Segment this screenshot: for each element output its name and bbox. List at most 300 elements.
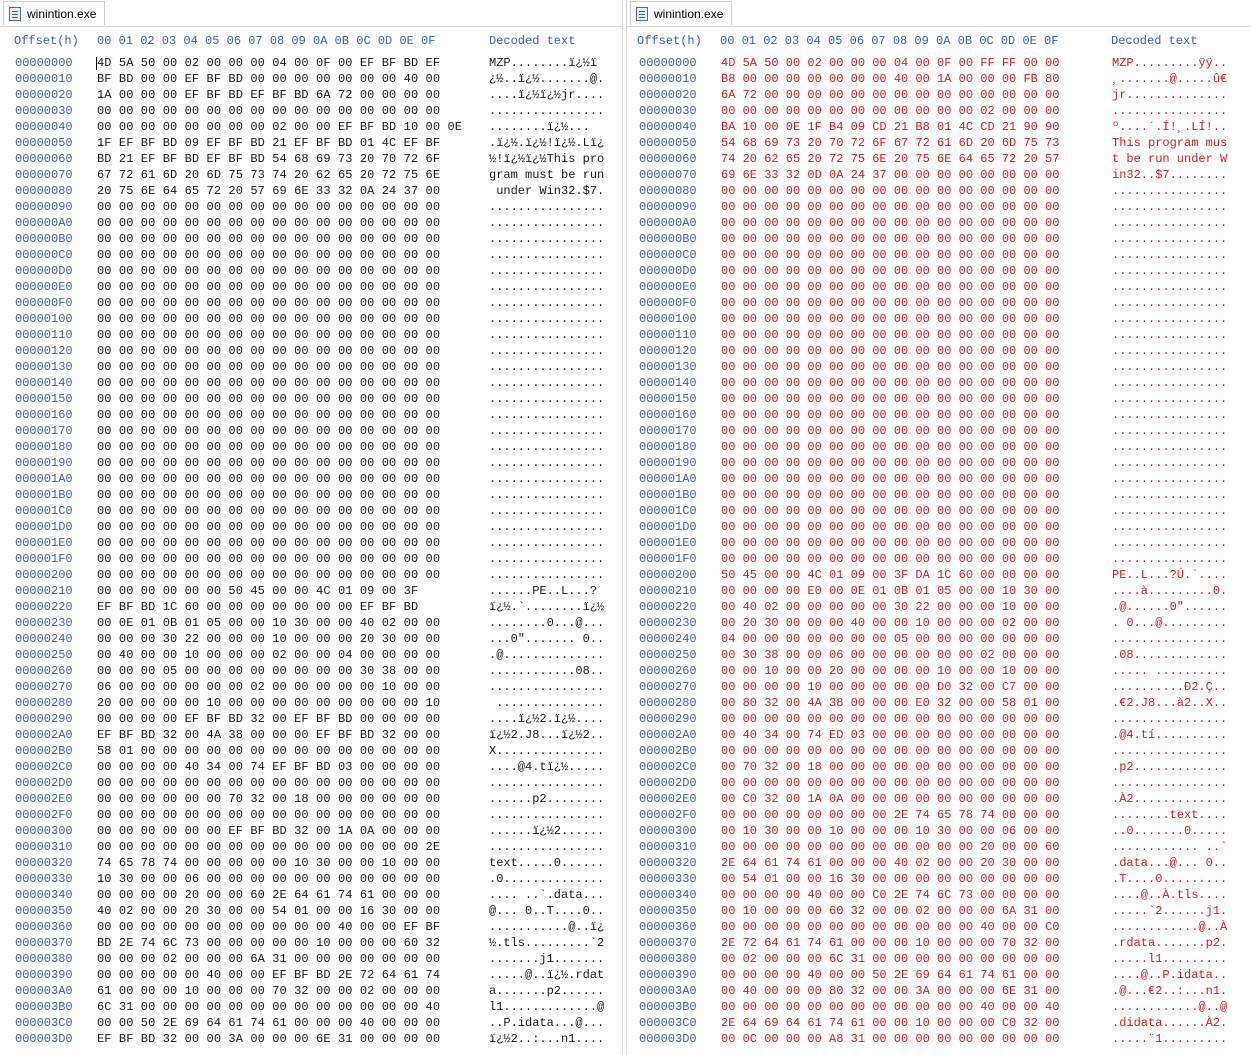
hex-bytes-cell[interactable]: 00 00 00 00 00 00 00 00 00 00 00 00 00 00 00 00 xyxy=(97,776,441,790)
hex-bytes-cell[interactable]: 00 00 00 00 00 40 00 00 EF BF BD 2E 72 64 61 74 xyxy=(97,968,441,982)
hex-row[interactable] xyxy=(627,295,1251,311)
hex-bytes-cell[interactable]: 00 00 00 00 00 00 EF BF BD 32 00 1A 0A 00 00 00 xyxy=(97,824,441,838)
hex-row[interactable] xyxy=(627,855,1251,871)
hex-bytes-cell[interactable]: 00 00 00 00 00 00 00 00 00 00 00 00 00 00 00 00 xyxy=(721,200,1060,214)
offset-cell[interactable]: 00000370 xyxy=(15,936,73,950)
offset-cell[interactable]: 00000360 xyxy=(15,920,73,934)
hex-row[interactable] xyxy=(627,263,1251,279)
offset-cell[interactable]: 00000030 xyxy=(15,104,73,118)
hex-bytes-cell[interactable]: 6A 72 00 00 00 00 00 00 00 00 00 00 00 00 00 00 xyxy=(721,88,1060,102)
decoded-text-cell[interactable]: .08............. xyxy=(1112,648,1228,662)
decoded-text-cell[interactable]: ................ xyxy=(489,424,605,438)
hex-bytes-cell[interactable]: 00 00 00 00 00 00 00 00 00 00 00 00 00 00 00 00 xyxy=(721,776,1060,790)
hex-row[interactable] xyxy=(627,103,1251,119)
decoded-text-cell[interactable]: .@......0"...... xyxy=(1112,600,1228,614)
decoded-text-cell[interactable]: ........0...@... xyxy=(489,616,605,630)
decoded-text-cell[interactable]: ................ xyxy=(1112,232,1228,246)
offset-cell[interactable]: 00000300 xyxy=(639,824,697,838)
offset-cell[interactable]: 00000230 xyxy=(639,616,697,630)
decoded-text-cell[interactable]: ................ xyxy=(1112,104,1228,118)
hex-row[interactable] xyxy=(627,887,1251,903)
hex-row[interactable] xyxy=(0,1031,622,1047)
hex-row[interactable] xyxy=(627,839,1251,855)
hex-row[interactable] xyxy=(627,919,1251,935)
decoded-text-cell[interactable]: ................ xyxy=(489,536,605,550)
offset-cell[interactable]: 00000000 xyxy=(639,56,697,70)
offset-cell[interactable]: 000001B0 xyxy=(15,488,73,502)
hex-row[interactable] xyxy=(627,55,1251,71)
hex-row[interactable] xyxy=(0,583,622,599)
hex-row[interactable] xyxy=(627,279,1251,295)
offset-cell[interactable]: 000003B0 xyxy=(15,1000,73,1014)
hex-bytes-cell[interactable]: 61 00 00 00 10 00 00 00 70 32 00 00 02 00 00 00 xyxy=(97,984,441,998)
hex-bytes-cell[interactable]: 00 40 02 00 00 00 00 00 30 22 00 00 00 10 00 00 xyxy=(721,600,1060,614)
offset-cell[interactable]: 00000180 xyxy=(15,440,73,454)
decoded-text-cell[interactable]: ................ xyxy=(1112,344,1228,358)
hex-bytes-cell[interactable]: 00 00 00 00 00 00 00 00 00 00 00 00 00 00 00 00 xyxy=(97,456,441,470)
decoded-text-cell[interactable]: This program mus xyxy=(1112,136,1228,150)
hex-row[interactable] xyxy=(627,391,1251,407)
hex-row[interactable] xyxy=(0,103,622,119)
hex-row[interactable] xyxy=(0,567,622,583)
hex-bytes-cell[interactable]: 00 00 00 00 00 00 00 00 00 00 00 00 00 00 00 00 xyxy=(721,312,1060,326)
hex-row[interactable] xyxy=(0,215,622,231)
offset-cell[interactable]: 000000B0 xyxy=(15,232,73,246)
offset-cell[interactable]: 00000340 xyxy=(15,888,73,902)
offset-cell[interactable]: 000001B0 xyxy=(639,488,697,502)
hex-row[interactable] xyxy=(0,199,622,215)
hex-bytes-cell[interactable]: 00 00 00 00 00 00 00 00 00 00 00 00 00 00 00 00 xyxy=(97,296,441,310)
hex-row[interactable] xyxy=(0,167,622,183)
offset-cell[interactable]: 00000210 xyxy=(639,584,697,598)
decoded-text-cell[interactable]: ................ xyxy=(489,568,605,582)
decoded-text-cell[interactable]: .0.............. xyxy=(489,872,605,886)
hex-bytes-cell[interactable]: 00 40 00 00 10 00 00 00 02 00 00 04 00 00 00 00 xyxy=(97,648,441,662)
hex-bytes-cell[interactable]: 00 00 00 00 00 00 00 00 00 00 00 00 00 00 00 00 xyxy=(721,552,1060,566)
hex-row[interactable] xyxy=(0,247,622,263)
hex-bytes-cell[interactable]: 00 02 00 00 00 6C 31 00 00 00 00 00 00 00 00 00 xyxy=(721,952,1060,966)
hex-row[interactable] xyxy=(627,487,1251,503)
hex-bytes-cell[interactable]: 00 10 30 00 00 10 00 00 00 10 30 00 00 06 00 00 xyxy=(721,824,1060,838)
offset-cell[interactable]: 000002B0 xyxy=(15,744,73,758)
hex-bytes-cell[interactable]: 00 00 00 00 00 00 00 00 00 00 00 00 00 00 00 00 xyxy=(97,504,441,518)
decoded-text-cell[interactable]: ................ xyxy=(489,232,605,246)
hex-bytes-cell[interactable]: 00 00 00 00 00 00 00 00 00 00 00 00 00 00 00 00 xyxy=(721,536,1060,550)
hex-row[interactable] xyxy=(627,1015,1251,1031)
hex-row[interactable] xyxy=(0,983,622,999)
offset-cell[interactable]: 00000270 xyxy=(639,680,697,694)
offset-cell[interactable]: 00000220 xyxy=(639,600,697,614)
hex-bytes-cell[interactable]: 67 72 61 6D 20 6D 75 73 74 20 62 65 20 72 75 6E xyxy=(97,168,441,182)
decoded-text-cell[interactable]: ......PE..L...? xyxy=(489,584,598,598)
offset-cell[interactable]: 00000290 xyxy=(15,712,73,726)
hex-row[interactable] xyxy=(627,967,1251,983)
decoded-text-cell[interactable]: ................ xyxy=(489,296,605,310)
hex-bytes-cell[interactable]: 1F EF BF BD 09 EF BF BD 21 EF BF BD 01 4C EF BF xyxy=(97,136,441,150)
decoded-text-cell[interactable]: ................ xyxy=(489,680,605,694)
hex-bytes-cell[interactable]: 00 00 00 00 00 00 00 00 00 00 00 00 00 00 00 00 xyxy=(721,392,1060,406)
hex-row[interactable] xyxy=(627,215,1251,231)
decoded-text-cell[interactable]: ............... xyxy=(489,696,605,710)
decoded-text-cell[interactable]: .......j1....... xyxy=(489,952,605,966)
decoded-text-cell[interactable]: ................ xyxy=(1112,360,1228,374)
decoded-text-cell[interactable]: ................ xyxy=(489,344,605,358)
decoded-text-cell[interactable]: ................ xyxy=(489,776,605,790)
offset-cell[interactable]: 00000320 xyxy=(15,856,73,870)
decoded-text-cell[interactable]: ................ xyxy=(1112,184,1228,198)
hex-bytes-cell[interactable]: 00 00 00 00 00 00 00 00 00 00 00 00 00 00 00 00 xyxy=(721,264,1060,278)
hex-row[interactable] xyxy=(0,679,622,695)
hex-row[interactable] xyxy=(627,951,1251,967)
offset-cell[interactable]: 000001F0 xyxy=(639,552,697,566)
hex-row[interactable] xyxy=(0,967,622,983)
hex-bytes-cell[interactable]: BD 21 EF BF BD EF BF BD 54 68 69 73 20 70 72 6F xyxy=(97,152,441,166)
offset-cell[interactable]: 00000330 xyxy=(15,872,73,886)
hex-bytes-cell[interactable]: 00 00 00 00 00 00 00 00 00 00 00 00 00 00 00 00 xyxy=(721,216,1060,230)
hex-bytes-cell[interactable]: 54 68 69 73 20 70 72 6F 67 72 61 6D 20 6D 75 73 xyxy=(721,136,1060,150)
decoded-text-cell[interactable]: ï¿½2..:...n1.... xyxy=(489,1032,605,1046)
decoded-text-cell[interactable]: gram must be run xyxy=(489,168,605,182)
offset-cell[interactable]: 00000190 xyxy=(15,456,73,470)
hex-bytes-cell[interactable]: 00 00 00 00 40 34 00 74 EF BF BD 03 00 00 00 00 xyxy=(97,760,441,774)
offset-cell[interactable]: 000001E0 xyxy=(15,536,73,550)
decoded-text-cell[interactable]: ................ xyxy=(489,360,605,374)
hex-row[interactable] xyxy=(0,711,622,727)
decoded-text-cell[interactable]: jr.............. xyxy=(1112,88,1228,102)
offset-cell[interactable]: 00000280 xyxy=(15,696,73,710)
decoded-text-cell[interactable]: text.....0...... xyxy=(489,856,605,870)
offset-cell[interactable]: 00000250 xyxy=(639,648,697,662)
hex-row[interactable] xyxy=(0,311,622,327)
decoded-text-cell[interactable]: ................ xyxy=(1112,456,1228,470)
hex-bytes-cell[interactable]: BD 2E 74 6C 73 00 00 00 00 00 10 00 00 00 60 32 xyxy=(97,936,441,950)
offset-cell[interactable]: 00000260 xyxy=(15,664,73,678)
hex-row[interactable] xyxy=(0,551,622,567)
hex-bytes-cell[interactable]: 00 00 00 00 00 00 00 00 00 00 00 00 00 00 00 00 xyxy=(97,392,441,406)
decoded-text-cell[interactable]: PE..L...?Ú.`.... xyxy=(1112,568,1228,582)
offset-cell[interactable]: 000002B0 xyxy=(639,744,697,758)
decoded-text-cell[interactable]: ................ xyxy=(1112,488,1228,502)
hex-bytes-cell[interactable]: 00 00 00 00 00 00 00 00 00 00 00 00 00 00 00 00 xyxy=(721,488,1060,502)
hex-bytes-cell[interactable]: 00 00 00 00 00 00 00 00 00 00 00 00 02 00 00 00 xyxy=(721,104,1060,118)
decoded-text-cell[interactable]: ................ xyxy=(1112,408,1228,422)
decoded-text-cell[interactable]: ................ xyxy=(1112,376,1228,390)
hex-bytes-cell[interactable]: EF BF BD 32 00 00 3A 00 00 00 6E 31 00 00 00 00 xyxy=(97,1032,441,1046)
hex-bytes-cell[interactable]: 00 0C 00 00 00 A8 31 00 00 00 00 00 00 00 00 00 xyxy=(721,1032,1060,1046)
hex-bytes-cell[interactable]: 04 00 00 00 00 00 00 00 05 00 00 00 00 00 00 00 xyxy=(721,632,1060,646)
right-file-tab[interactable] xyxy=(630,1,732,25)
decoded-text-cell[interactable]: .rdata.......p2. xyxy=(1112,936,1228,950)
hex-bytes-cell[interactable]: 00 00 00 00 00 00 00 00 00 00 00 00 00 00 00 00 xyxy=(721,248,1060,262)
decoded-text-cell[interactable]: ................ xyxy=(1112,424,1228,438)
offset-cell[interactable]: 000002A0 xyxy=(639,728,697,742)
decoded-text-cell[interactable]: . 0...@......... xyxy=(1112,616,1228,630)
hex-bytes-cell[interactable]: 00 00 00 00 00 00 00 00 00 00 00 00 00 00 00 00 xyxy=(721,440,1060,454)
left-file-tab[interactable] xyxy=(3,1,105,25)
offset-cell[interactable]: 000000E0 xyxy=(15,280,73,294)
hex-bytes-cell[interactable]: 00 00 00 30 22 00 00 00 10 00 00 00 20 30 00 00 xyxy=(97,632,441,646)
hex-bytes-cell[interactable]: 00 00 00 00 00 00 00 00 00 00 00 00 00 00 00 00 xyxy=(97,536,441,550)
hex-row[interactable] xyxy=(627,759,1251,775)
hex-row[interactable] xyxy=(0,359,622,375)
hex-bytes-cell[interactable]: 74 65 78 74 00 00 00 00 00 10 30 00 00 10 00 00 xyxy=(97,856,441,870)
offset-cell[interactable]: 00000120 xyxy=(639,344,697,358)
hex-row[interactable] xyxy=(0,951,622,967)
hex-bytes-cell[interactable]: 20 75 6E 64 65 72 20 57 69 6E 33 32 0A 24 37 00 xyxy=(97,184,441,198)
hex-bytes-cell[interactable]: 00 00 00 00 00 00 00 00 00 00 00 00 20 00 00 60 xyxy=(721,840,1060,854)
decoded-text-cell[interactable]: ...0"....... 0.. xyxy=(489,632,605,646)
decoded-text-cell[interactable]: .....l1......... xyxy=(1112,952,1228,966)
hex-row[interactable] xyxy=(0,855,622,871)
offset-cell[interactable]: 000000F0 xyxy=(639,296,697,310)
hex-row[interactable] xyxy=(0,599,622,615)
hex-bytes-cell[interactable]: 00 00 00 00 10 00 00 00 00 00 D0 32 00 C7 00 00 xyxy=(721,680,1060,694)
hex-bytes-cell[interactable]: 00 00 00 00 00 00 00 00 00 00 00 00 00 00 00 00 xyxy=(97,328,441,342)
hex-row[interactable] xyxy=(627,775,1251,791)
hex-bytes-cell[interactable]: 00 00 00 00 00 00 00 00 00 00 00 00 00 00 00 00 xyxy=(97,808,441,822)
hex-row[interactable] xyxy=(0,631,622,647)
hex-row[interactable] xyxy=(0,823,622,839)
hex-row[interactable] xyxy=(627,167,1251,183)
hex-row[interactable] xyxy=(627,519,1251,535)
hex-row[interactable] xyxy=(0,903,622,919)
decoded-text-cell[interactable]: ..P.idata...@... xyxy=(489,1016,605,1030)
decoded-text-cell[interactable]: ......p2........ xyxy=(489,792,605,806)
offset-cell[interactable]: 00000320 xyxy=(639,856,697,870)
offset-cell[interactable]: 00000360 xyxy=(639,920,697,934)
offset-cell[interactable]: 000001C0 xyxy=(15,504,73,518)
decoded-text-cell[interactable]: .@4.tí.......... xyxy=(1112,728,1228,742)
hex-bytes-cell[interactable]: 00 00 00 00 40 00 00 50 2E 69 64 61 74 61 00 00 xyxy=(721,968,1060,982)
offset-cell[interactable]: 000000A0 xyxy=(639,216,697,230)
decoded-text-cell[interactable]: ....@..À.tls.... xyxy=(1112,888,1228,902)
decoded-text-cell[interactable]: ................ xyxy=(1112,296,1228,310)
decoded-text-cell[interactable]: ............08.. xyxy=(489,664,605,678)
hex-bytes-cell[interactable]: 00 20 30 00 00 00 40 00 00 10 00 00 00 02 00 00 xyxy=(721,616,1060,630)
hex-bytes-cell[interactable]: 00 00 00 00 00 00 00 00 00 00 00 00 00 00 00 00 xyxy=(97,520,441,534)
offset-cell[interactable]: 00000050 xyxy=(15,136,73,150)
offset-cell[interactable]: 00000170 xyxy=(15,424,73,438)
offset-cell[interactable]: 00000000 xyxy=(15,56,73,70)
decoded-text-cell[interactable]: ................ xyxy=(489,840,605,854)
hex-bytes-cell[interactable]: 00 00 00 00 00 00 00 00 00 00 00 00 00 00 00 00 xyxy=(97,360,441,374)
decoded-text-cell[interactable]: ï¿½.`........ï¿½ xyxy=(489,600,605,614)
hex-row[interactable] xyxy=(0,1015,622,1031)
hex-bytes-cell[interactable]: BA 10 00 0E 1F B4 09 CD 21 B8 01 4C CD 21 90 90 xyxy=(721,120,1060,134)
offset-cell[interactable]: 000001F0 xyxy=(15,552,73,566)
hex-row[interactable] xyxy=(627,151,1251,167)
offset-cell[interactable]: 00000130 xyxy=(15,360,73,374)
hex-bytes-cell[interactable]: 00 30 38 00 00 06 00 00 00 00 00 00 02 00 00 00 xyxy=(721,648,1060,662)
decoded-text-cell[interactable]: .data...@... 0.. xyxy=(1112,856,1228,870)
offset-cell[interactable]: 000000C0 xyxy=(15,248,73,262)
offset-cell[interactable]: 000001A0 xyxy=(639,472,697,486)
decoded-text-cell[interactable]: ................ xyxy=(489,408,605,422)
hex-bytes-cell[interactable]: 00 00 50 2E 69 64 61 74 61 00 00 00 40 00 00 00 xyxy=(97,1016,441,1030)
offset-cell[interactable]: 000002A0 xyxy=(15,728,73,742)
decoded-text-cell[interactable]: .... ..`.data... xyxy=(489,888,605,902)
hex-row[interactable] xyxy=(0,791,622,807)
hex-row[interactable] xyxy=(0,263,622,279)
decoded-text-cell[interactable]: ................ xyxy=(1112,776,1228,790)
offset-cell[interactable]: 00000330 xyxy=(639,872,697,886)
hex-bytes-cell[interactable]: 00 00 00 00 00 00 00 00 00 00 00 00 00 00 00 00 xyxy=(97,568,441,582)
hex-bytes-cell[interactable]: 2E 64 61 74 61 00 00 00 40 02 00 00 20 30 00 00 xyxy=(721,856,1060,870)
offset-cell[interactable]: 00000380 xyxy=(639,952,697,966)
offset-cell[interactable]: 00000240 xyxy=(639,632,697,646)
hex-row[interactable] xyxy=(0,55,622,71)
hex-row[interactable] xyxy=(0,439,622,455)
hex-row[interactable] xyxy=(627,1031,1251,1047)
decoded-text-cell[interactable]: .p2............. xyxy=(1112,760,1228,774)
hex-bytes-cell[interactable]: 4D 5A 50 00 02 00 00 00 04 00 0F 00 EF BF BD EF xyxy=(97,56,441,70)
hex-bytes-cell[interactable]: 00 C0 32 00 1A 0A 00 00 00 00 00 00 00 00 00 00 xyxy=(721,792,1060,806)
hex-row[interactable] xyxy=(0,151,622,167)
hex-row[interactable] xyxy=(627,375,1251,391)
decoded-text-cell[interactable]: .ï¿½.ï¿½!ï¿½.Lï¿ xyxy=(489,136,605,150)
decoded-text-cell[interactable]: .didata......À2. xyxy=(1112,1016,1228,1030)
hex-bytes-cell[interactable]: 00 00 00 00 EF BF BD 32 00 EF BF BD 00 00 00 00 xyxy=(97,712,441,726)
hex-row[interactable] xyxy=(627,903,1251,919)
offset-cell[interactable]: 000001A0 xyxy=(15,472,73,486)
decoded-text-cell[interactable]: ....@4.tï¿½..... xyxy=(489,760,605,774)
hex-bytes-cell[interactable]: 58 01 00 00 00 00 00 00 00 00 00 00 00 00 00 00 xyxy=(97,744,441,758)
offset-cell[interactable]: 00000290 xyxy=(639,712,697,726)
offset-cell[interactable]: 000003B0 xyxy=(639,1000,697,1014)
hex-row[interactable] xyxy=(627,407,1251,423)
hex-row[interactable] xyxy=(0,87,622,103)
hex-bytes-cell[interactable]: 20 00 00 00 00 10 00 00 00 00 00 00 00 00 00 10 xyxy=(97,696,441,710)
hex-row[interactable] xyxy=(627,935,1251,951)
offset-cell[interactable]: 00000020 xyxy=(639,88,697,102)
hex-row[interactable] xyxy=(0,615,622,631)
decoded-text-cell[interactable]: ................ xyxy=(1112,216,1228,230)
offset-cell[interactable]: 000002F0 xyxy=(15,808,73,822)
offset-cell[interactable]: 000003C0 xyxy=(639,1016,697,1030)
offset-cell[interactable]: 00000080 xyxy=(639,184,697,198)
offset-cell[interactable]: 000001D0 xyxy=(639,520,697,534)
offset-cell[interactable]: 00000030 xyxy=(639,104,697,118)
hex-row[interactable] xyxy=(627,823,1251,839)
hex-row[interactable] xyxy=(627,439,1251,455)
decoded-text-cell[interactable]: ....@..P.idata.. xyxy=(1112,968,1228,982)
hex-row[interactable] xyxy=(0,919,622,935)
hex-row[interactable] xyxy=(627,327,1251,343)
offset-cell[interactable]: 000002E0 xyxy=(15,792,73,806)
hex-bytes-cell[interactable]: 00 00 00 00 00 00 00 00 00 00 00 00 00 00 00 00 xyxy=(97,232,441,246)
hex-row[interactable] xyxy=(0,343,622,359)
decoded-text-cell[interactable]: ................ xyxy=(489,520,605,534)
hex-row[interactable] xyxy=(0,871,622,887)
offset-cell[interactable]: 00000350 xyxy=(639,904,697,918)
hex-row[interactable] xyxy=(0,695,622,711)
hex-bytes-cell[interactable]: 00 00 00 00 00 00 00 00 00 00 00 00 00 00 00 00 xyxy=(97,472,441,486)
offset-cell[interactable]: 00000160 xyxy=(639,408,697,422)
decoded-text-cell[interactable]: ½.tls.........`2 xyxy=(489,936,605,950)
offset-cell[interactable]: 00000310 xyxy=(639,840,697,854)
hex-bytes-cell[interactable]: 00 00 00 00 00 00 70 32 00 18 00 00 00 00 00 00 xyxy=(97,792,441,806)
hex-row[interactable] xyxy=(0,455,622,471)
decoded-text-cell[interactable]: ................ xyxy=(1112,520,1228,534)
hex-row[interactable] xyxy=(627,343,1251,359)
hex-bytes-cell[interactable]: 00 00 00 00 00 00 00 00 00 00 00 00 00 00 00 00 xyxy=(721,232,1060,246)
left-hex-pane[interactable] xyxy=(0,0,623,1055)
offset-cell[interactable]: 00000110 xyxy=(639,328,697,342)
decoded-text-cell[interactable]: ............@..À xyxy=(1112,920,1228,934)
hex-bytes-cell[interactable]: 00 40 34 00 74 ED 03 00 00 00 00 00 00 00 00 00 xyxy=(721,728,1060,742)
hex-row[interactable] xyxy=(627,503,1251,519)
hex-bytes-cell[interactable]: 00 00 10 00 00 20 00 00 00 00 10 00 00 10 00 00 xyxy=(721,664,1060,678)
hex-row[interactable] xyxy=(627,695,1251,711)
hex-row[interactable] xyxy=(627,551,1251,567)
decoded-text-cell[interactable]: ......ï¿½2...... xyxy=(489,824,605,838)
hex-bytes-cell[interactable]: 00 00 00 00 00 00 00 00 00 00 00 00 00 00 00 00 xyxy=(97,280,441,294)
right-hex-pane[interactable] xyxy=(626,0,1251,1055)
decoded-text-cell[interactable]: in32..$7........ xyxy=(1112,168,1228,182)
hex-bytes-cell[interactable]: 00 00 00 00 00 00 00 00 00 00 00 00 00 00 00 00 xyxy=(97,200,441,214)
decoded-text-cell[interactable]: ................ xyxy=(489,456,605,470)
hex-bytes-cell[interactable]: 40 02 00 00 20 30 00 00 54 01 00 00 16 30 00 00 xyxy=(97,904,441,918)
offset-cell[interactable]: 00000190 xyxy=(639,456,697,470)
hex-row[interactable] xyxy=(0,999,622,1015)
decoded-text-cell[interactable]: MZP.........ÿÿ.. xyxy=(1112,56,1228,70)
offset-cell[interactable]: 00000370 xyxy=(639,936,697,950)
offset-cell[interactable]: 000002D0 xyxy=(639,776,697,790)
hex-bytes-cell[interactable]: 00 00 00 00 00 00 00 00 00 00 00 00 00 00 00 00 xyxy=(97,376,441,390)
offset-cell[interactable]: 00000090 xyxy=(639,200,697,214)
hex-row[interactable] xyxy=(627,663,1251,679)
hex-row[interactable] xyxy=(0,231,622,247)
hex-bytes-cell[interactable]: 00 00 00 00 00 00 00 00 00 00 00 00 00 00 00 00 xyxy=(97,264,441,278)
offset-cell[interactable]: 000002C0 xyxy=(15,760,73,774)
hex-bytes-cell[interactable]: 00 00 00 00 00 00 00 00 00 00 00 00 40 00 00 40 xyxy=(721,1000,1060,1014)
hex-bytes-cell[interactable]: 00 00 00 00 00 00 00 00 00 00 00 00 00 00 00 00 xyxy=(721,360,1060,374)
decoded-text-cell[interactable]: ................ xyxy=(489,264,605,278)
hex-row[interactable] xyxy=(627,583,1251,599)
hex-row[interactable] xyxy=(0,471,622,487)
hex-row[interactable] xyxy=(0,119,622,135)
offset-cell[interactable]: 000002E0 xyxy=(639,792,697,806)
decoded-text-cell[interactable]: ...........@..ï¿ xyxy=(489,920,605,934)
decoded-text-cell[interactable]: ................ xyxy=(1112,392,1228,406)
decoded-text-cell[interactable]: ............@..@ xyxy=(1112,1000,1228,1014)
hex-bytes-cell[interactable]: 6C 31 00 00 00 00 00 00 00 00 00 00 00 00 00 40 xyxy=(97,1000,441,1014)
offset-cell[interactable]: 000003C0 xyxy=(15,1016,73,1030)
hex-row[interactable] xyxy=(0,295,622,311)
offset-cell[interactable]: 00000010 xyxy=(639,72,697,86)
hex-bytes-cell[interactable]: 00 00 00 00 00 00 00 00 02 00 00 EF BF BD 10 00 0E xyxy=(97,120,463,134)
hex-bytes-cell[interactable]: 00 00 00 00 00 00 00 00 00 00 00 00 00 00 00 00 xyxy=(721,328,1060,342)
hex-row[interactable] xyxy=(0,375,622,391)
hex-row[interactable] xyxy=(627,647,1251,663)
decoded-text-cell[interactable]: ................ xyxy=(489,552,605,566)
hex-row[interactable] xyxy=(627,983,1251,999)
decoded-text-cell[interactable]: ................ xyxy=(489,392,605,406)
decoded-text-cell[interactable]: ................ xyxy=(489,488,605,502)
decoded-text-cell[interactable]: .€2.J8...à2..X.. xyxy=(1112,696,1228,710)
decoded-text-cell[interactable]: ................ xyxy=(1112,248,1228,262)
decoded-text-cell[interactable]: ....ï¿½ï¿½jr.... xyxy=(489,88,605,102)
hex-bytes-cell[interactable]: 00 00 00 02 00 00 00 6A 31 00 00 00 00 00 00 00 xyxy=(97,952,441,966)
hex-bytes-cell[interactable]: 69 6E 33 32 0D 0A 24 37 00 00 00 00 00 00 00 00 xyxy=(721,168,1060,182)
decoded-text-cell[interactable]: ................ xyxy=(1112,200,1228,214)
hex-bytes-cell[interactable]: 00 00 00 00 00 00 00 00 00 00 00 00 00 00 00 00 xyxy=(97,344,441,358)
hex-row[interactable] xyxy=(0,423,622,439)
decoded-text-cell[interactable]: t be run under W xyxy=(1112,152,1228,166)
hex-bytes-cell[interactable]: 00 00 00 00 20 00 00 60 2E 64 61 74 61 00 00 00 xyxy=(97,888,441,902)
hex-bytes-cell[interactable]: BF BD 00 00 EF BF BD 00 00 00 00 00 00 00 40 00 xyxy=(97,72,441,86)
hex-row[interactable] xyxy=(0,887,622,903)
